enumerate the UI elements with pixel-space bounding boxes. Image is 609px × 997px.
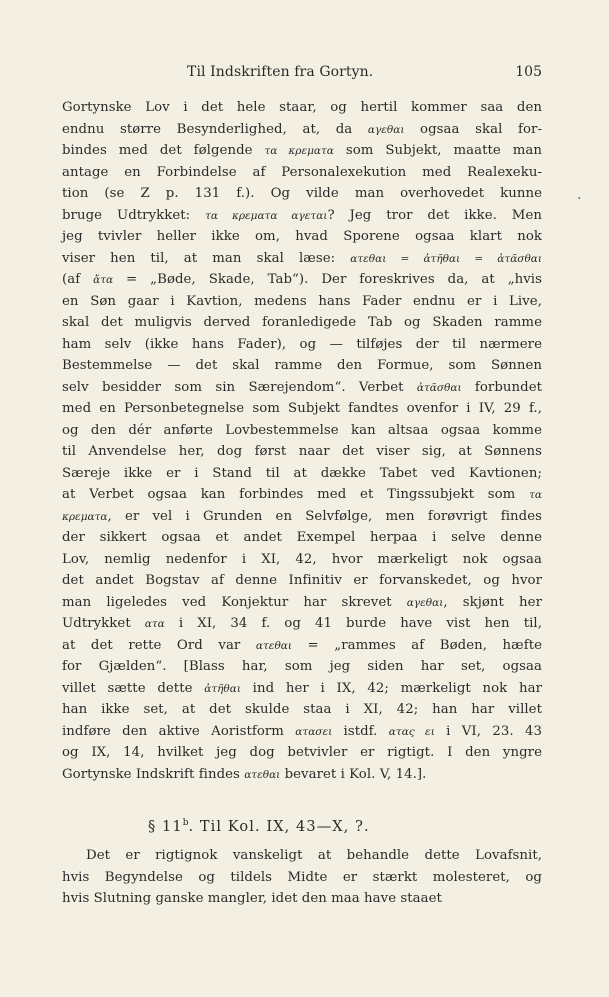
text-line: han ikke set, at det skulde staa i XI, 42; han har villet (62, 702, 542, 717)
text-line: det andet Bogstav af denne Infinitiv er forvanskedet, og hvor (62, 573, 542, 588)
text-line: Gortynske Lov i det hele staar, og hertil kommer saa den (62, 100, 542, 115)
greek-term: ἄτα (93, 274, 114, 286)
text-line: til Anvendelse her, dog først naar det viser sig, at Sønnens (62, 444, 542, 459)
greek-term: τα κρεματα (264, 145, 334, 157)
text-line: ham selv (ikke hans Fader), og — tilføjes der til nærmere (62, 336, 542, 352)
greek-term: κρεματα (62, 510, 108, 523)
text-line: viser hen til, at man skal læse: ατεθαι = ἀτῆθαι = ἀτᾶσθαι (62, 250, 542, 266)
text-line: Det er rigtignok vanskeligt at behandle dette Lovafsnit, (86, 848, 542, 863)
greek-term: ατα (144, 618, 165, 630)
text-line: og den dér anførte Lovbestemmelse kan altsaa ogsaa komme (62, 422, 542, 438)
text-line: antage en Forbindelse af Personalexekution med Realexeku- (62, 164, 542, 180)
margin-mark: . (577, 187, 582, 203)
text-line: Særeje ikke er i Stand til at dække Tabet ved Kavtionen; (62, 465, 542, 481)
paragraph-section-text (62, 845, 542, 910)
section-heading (62, 803, 542, 843)
greek-term: ατας ει (388, 725, 435, 738)
greek-term: ατεθαι (255, 639, 292, 652)
running-header (62, 64, 542, 86)
text-line: hvis Slutning ganske mangler, idet den maa have staaet (62, 891, 442, 906)
page-number: 105 (515, 64, 542, 80)
body-text (62, 97, 542, 910)
text-line: at Verbet ogsaa kan forbindes med et Tingssubjekt som τα (62, 487, 542, 502)
text-line: endnu større Besynderlighed, at, da αγεθαι ogsaa skal for- (62, 121, 542, 137)
greek-term: τα (529, 489, 542, 501)
text-line: at det rette Ord var ατεθαι = „rammes af Bøden, hæfte (62, 637, 543, 653)
section-superscript: b (182, 818, 189, 828)
text-line: en Søn gaar i Kavtion, medens hans Fader endnu er i Live, (62, 293, 542, 309)
text-line: Udtrykket ατα i XI, 34 f. og 41 burde have vist hen til, (62, 616, 543, 631)
text-line: (af ἄτα = „Bøde, Skade, Tab“). Der foreskrives da, at „hvis (62, 272, 542, 287)
section-sign: § 11 (148, 818, 183, 835)
text-line: tion (se Z p. 131 f.). Og vilde man overhovedet kunne (62, 186, 542, 201)
text-line: med en Personbetegnelse som Subjekt fandtes ovenfor i IV, 29 f., (62, 401, 542, 416)
text-line: skal det muligvis derved foranledigede Tab og Skaden ramme (62, 315, 542, 330)
text-line: bruge Udtrykket: τα κρεματα αγεται? Jeg tror det ikke. Men (62, 207, 542, 223)
greek-term: ατεθαι (244, 768, 281, 781)
text-line: man ligeledes ved Konjektur har skrevet αγεθαι, skjønt her (62, 594, 542, 610)
section-title: . Til Kol. IX, 43—X, ?. (188, 818, 370, 835)
greek-term: αγεθαι (367, 123, 405, 136)
text-line: villet sætte dette ἀτῆθαι ind her i IX, 42; mærkeligt nok har (62, 680, 542, 696)
text-line: κρεματα, er vel i Grunden en Selvfølge, men forøvrigt findes (62, 508, 542, 524)
text-line: der sikkert ogsaa et andet Exempel herpaa i selve denne (62, 530, 542, 545)
text-line: indføre den aktive Aoristform ατασει istdf. ατας ει i VI, 23. 43 (62, 723, 542, 739)
text-line: for Gjælden“. [Blass har, som jeg siden har set, ogsaa (62, 659, 542, 674)
text-line: og IX, 14, hvilket jeg dog betvivler er rigtigt. I den yngre (62, 745, 542, 760)
greek-term: ἀτῆθαι (204, 682, 241, 695)
text-line: hvis Begyndelse og tildels Midte er stærkt molesteret, og (62, 869, 542, 885)
text-line: Bestemmelse — det skal ramme den Formue, som Sønnen (62, 358, 542, 373)
greek-term: αγεθαι (406, 596, 444, 609)
running-title: Til Indskriften fra Gortyn. (187, 64, 374, 80)
greek-term: ατασει (295, 725, 333, 738)
greek-term: ἀτᾶσθαι (416, 381, 462, 394)
greek-term: τα κρεματα αγεται (205, 209, 328, 222)
text-line: Lov, nemlig nedenfor i XI, 42, hvor mærkeligt nok ogsaa (62, 551, 542, 567)
text-line: jeg tvivler heller ikke om, hvad Sporene ogsaa klart nok (62, 229, 542, 244)
text-line: bindes med det følgende τα κρεματα som Subjekt, maatte man (62, 143, 543, 158)
text-line: Gortynske Indskrift findes ατεθαι bevaret i Kol. V, 14.]. (62, 766, 427, 782)
text-line: selv besidder som sin Særejendom“. Verbet ἀτᾶσθαι forbundet (62, 379, 543, 395)
greek-term: ατεθαι = ἀτῆθαι = ἀτᾶσθαι (350, 252, 542, 265)
paragraph-commentary (62, 97, 542, 785)
